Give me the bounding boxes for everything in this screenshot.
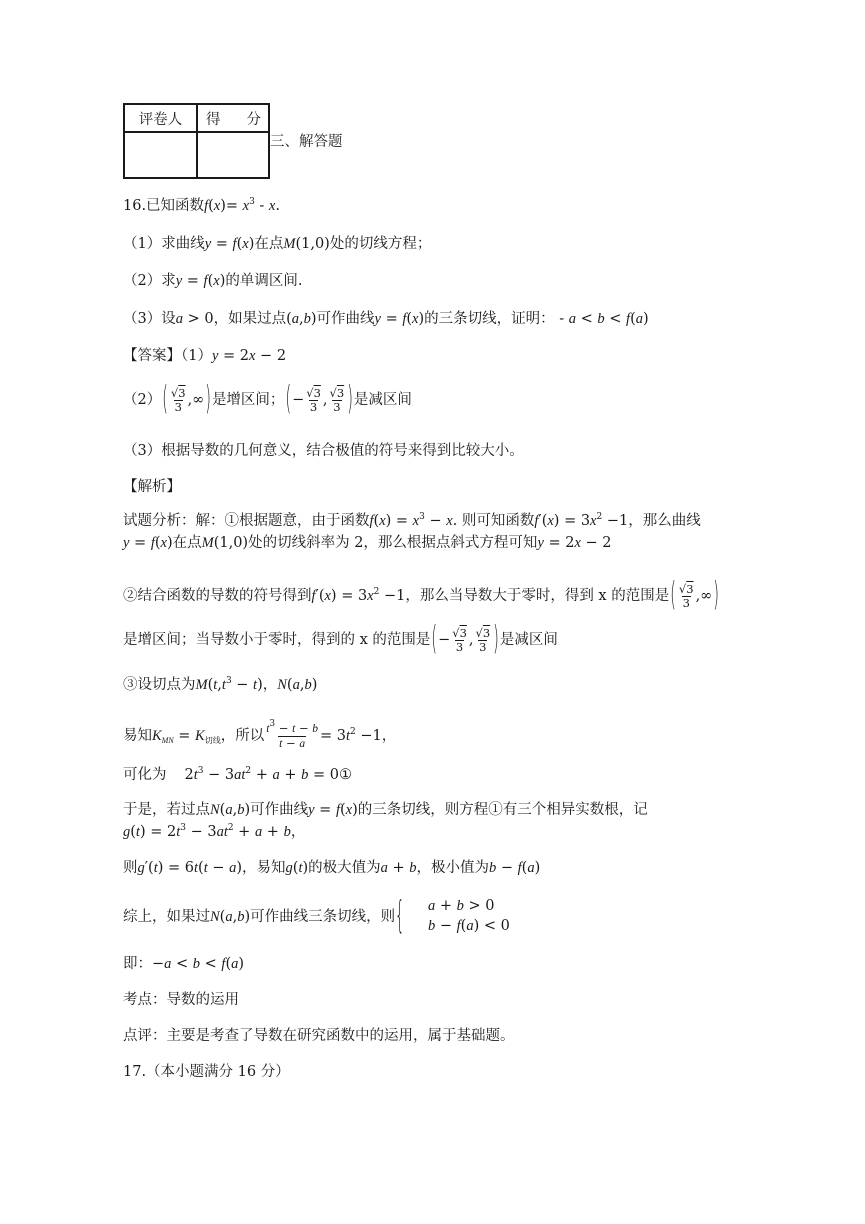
analysis-line-9: $g(t) = 2t^3 - 3at^2 + a + b$， <box>123 823 306 840</box>
analysis-line-4: 是增区间；当导数小于零时，得到的 x 的范围是(− $\frac{√3}{3}$ , $\frac{√3}{3}$ )是减区间 <box>123 621 558 659</box>
q16-stem: 16.已知函数$f(x)= x^3 - x$. <box>123 197 280 214</box>
analysis-line-8: 于是，若过点N(a,b)可作曲线y = f(x)的三条切线，则方程①有三个相异实数根，记 <box>123 802 648 818</box>
analysis-line-3: ②结合函数的导数的符号得到$f'(x) = 3x^2 -1$，那么当导数大于零时，得到 x 的范围是( $\frac{√3}{3}$ ,∞) <box>123 577 719 615</box>
answer-label: 【答案】 <box>123 348 181 364</box>
grading-table <box>123 103 270 179</box>
q17-title: 17.（本小题满分 16 分） <box>123 1064 290 1080</box>
analysis-line-2: y = f(x)在点M(1,0)处的切线斜率为 2，那么根据点斜式方程可知y = 2x − 2 <box>123 535 612 551</box>
dianping: 点评：主要是考查了导数在研究函数中的运用，属于基础题。 <box>123 1028 515 1044</box>
score-header: 得 分 <box>197 104 269 132</box>
answer-part1: 【答案】（1）y = 2x − 2 <box>123 348 287 364</box>
q16-part1: （1）求曲线y = f(x)在点M(1,0)处的切线方程； <box>123 236 432 252</box>
analysis-line-1: 试题分析：解：①根据题意，由于函数$f(x) = x^3 - x$. 则可知函数$f'(x) = 3x^2 -1$，那么曲线 <box>123 512 701 529</box>
analysis-line-7: 可化为 $2t^3 - 3at^2 + a + b$ = 0① <box>123 766 352 783</box>
analysis-line-11: 综上，如果过N(a,b)可作曲线三条切线，则{ <box>123 896 405 938</box>
analysis-label: 【解析】 <box>123 479 181 495</box>
q16-part3: （3）设a > 0，如果过点(a,b)可作曲线y = f(x)的三条切线，证明： - a < b < f(a) <box>123 311 649 327</box>
kaodian: 考点：导数的运用 <box>123 992 239 1008</box>
analysis-line-10: 则g′(t) = 6t(t − a)，易知g(t)的极大值为a + b，极小值为b − f(a) <box>123 860 541 876</box>
answer-part3: （3）根据导数的几何意义，结合极值的符号来得到比较大小。 <box>123 443 524 459</box>
q16-part2: （2）求y = f(x)的单调区间. <box>123 273 303 289</box>
grader-cell <box>124 132 197 178</box>
section-title: 三、解答题 <box>270 134 343 150</box>
analysis-system: a + b > 0 b − f(a) < 0 <box>428 898 510 934</box>
score-cell <box>197 132 269 178</box>
analysis-line-6: 易知$K_{MN} = K_{切线}$，所以 $\frac{t^3 - t - b}{t - a}$ = $3t^2 -1$， <box>123 719 397 750</box>
analysis-conclusion: 即：−a < b < f(a) <box>123 956 245 972</box>
answer-part2: （2）( $\frac{√3}{3}$ ,∞)是增区间；(− $\frac{√3}{3}$ , $\frac{√3}{3}$ )是减区间 <box>123 381 412 419</box>
grader-header: 评卷人 <box>124 104 197 132</box>
analysis-line-5: ③设切点为$M(t,t^3 - t)$，N(a,b) <box>123 676 318 693</box>
